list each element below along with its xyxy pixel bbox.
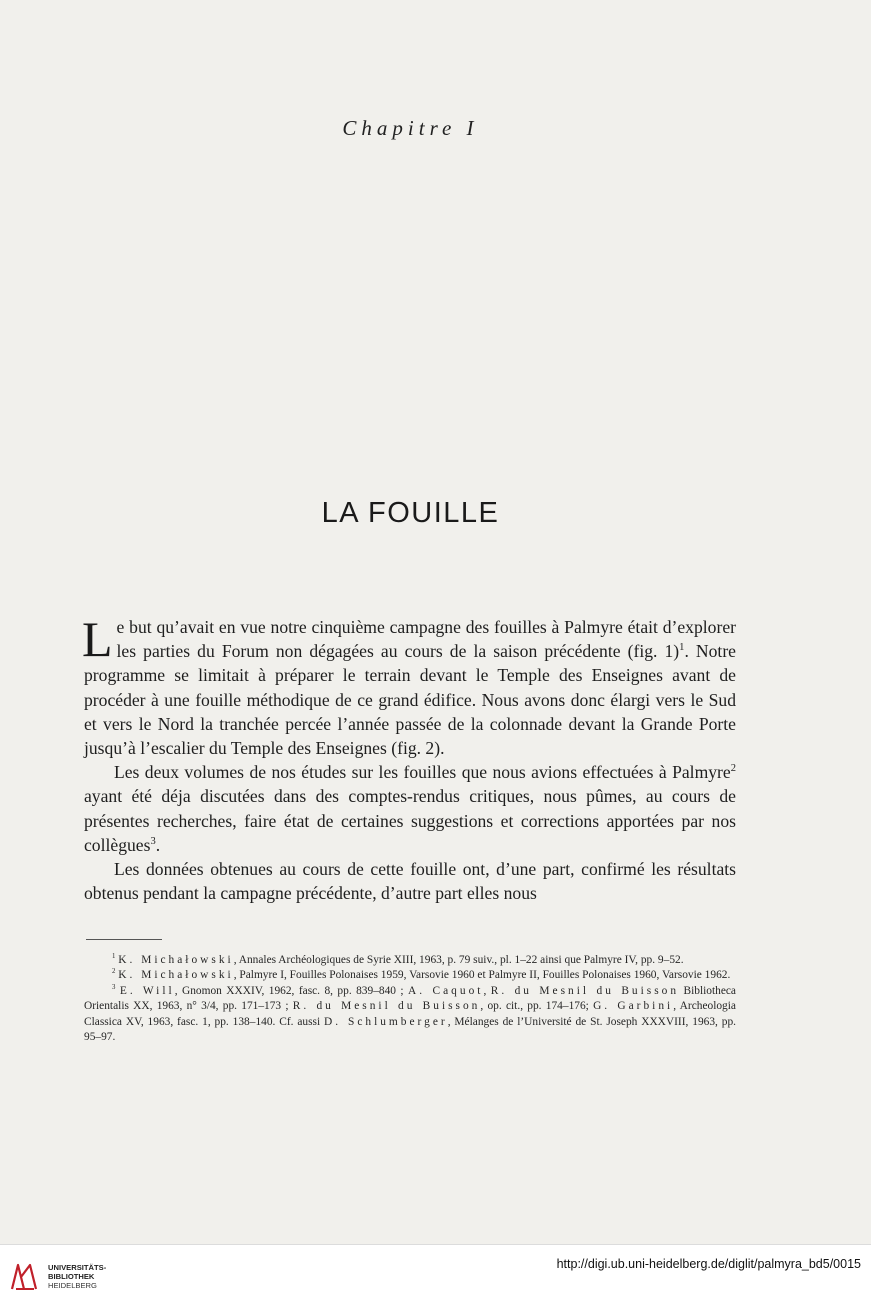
chapter-heading: Chapitre I (342, 116, 479, 140)
page-title: LA FOUILLE (321, 497, 500, 529)
library-line-3: HEIDELBERG (48, 1281, 97, 1290)
footnote-2-author: K. Michałowski (118, 969, 234, 982)
footnote-3-author-2: A. Caquot (408, 984, 484, 997)
footnote-3-text-1: , Gnomon XXXIV, 1962, fasc. 8, pp. 839–840 ; (174, 984, 409, 997)
viewer-footer (0, 1244, 871, 1307)
footnote-3-text-4: , op. cit., pp. 174–176; (480, 1000, 594, 1013)
footnote-1-author: K. Michałowski (118, 954, 234, 966)
permalink-url[interactable]: http://digi.ub.uni-heidelberg.de/diglit/palmyra_bd5/0015 (556, 1257, 861, 1271)
footnote-3-author-1: E. Will (119, 984, 175, 997)
paragraph-2-text-a: Les deux volumes de nos études sur les fouilles que nous avions effectuées à Palmyre (114, 762, 731, 783)
footnote-2 (84, 968, 736, 983)
footnote-3-text-6: , Mélanges de l’Université de St. Joseph XXXVIII, 1963, pp. 95–97. (84, 1015, 736, 1044)
footnote-ref-2: 2 (730, 763, 736, 775)
paragraph-3: Les données obtenues au cours de cette fouille ont, d’une part, confirmé les résultats obtenus pendant la campagne précédente, d’autre part elles nous (84, 859, 736, 904)
footnote-1-text: , Annales Archéologiques de Syrie XIII, 1963, p. 79 suiv., pl. 1–22 ainsi que Palmyre IV, pp. 9–52. (233, 954, 684, 966)
paragraph-2 (84, 760, 736, 857)
footnote-3-author-4: R. du Mesnil du Buisson (292, 1000, 481, 1013)
footnote-3-author-5: G. Garbini (593, 1000, 674, 1013)
footnotes (84, 953, 736, 1045)
footnote-rule (86, 939, 162, 940)
footnote-1 (84, 953, 736, 968)
footnote-3-author-3: R. du Mesnil du Buisson (490, 984, 680, 997)
footnote-3-author-6: D. Schlumberger (324, 1015, 448, 1028)
drop-cap: L (82, 611, 113, 667)
library-line-2: BIBLIOTHEK (48, 1272, 95, 1281)
paragraph-1 (82, 611, 736, 760)
footnote-ref-3: 3 (150, 835, 156, 847)
footnote-2-text: , Palmyre I, Fouilles Polonaises 1959, Varsovie 1960 et Palmyre II, Fouilles Polonaises 1960, Varsovie 1962. (233, 969, 731, 982)
footnote-3-text-5: , Archeologia Classica XV, 1963, fasc. 1, pp. 138–140. Cf. aussi (84, 1000, 736, 1028)
footnote-2-number: 2 (112, 968, 116, 976)
footnote-3-text-2: , (483, 984, 491, 997)
footnote-ref-1: 1 (679, 642, 685, 654)
footnote-3 (84, 984, 736, 1046)
paragraph-1-end: . Notre programme se limitait à préparer le terrain devant le Temple des Enseignes avant de procéder à une fouille méthodique de ce grand édifice. Nous avons donc élargi vers le Sud et vers le Nord la tranchée percée l’année passée de la colonnade devant la Grande Porte jusqu’à l’escalier du Temple des Enseignes (fig. 2). (84, 641, 736, 759)
heidelberg-library-logo-icon[interactable] (8, 1259, 42, 1293)
footnote-1-number: 1 (112, 953, 116, 961)
paragraph-1-text: e but qu’avait en vue notre cinquième campagne des fouilles à Palmyre était d’explorer les parties du Forum non dégagées au cours de la saison précédente (fig. 1) (116, 617, 736, 662)
footnote-3-number: 3 (112, 984, 116, 992)
footnote-3-text-3: Bibliotheca Orientalis XX, 1963, n° 3/4, pp. 171–173 ; (84, 984, 736, 1013)
paragraph-2-text-c: . (155, 834, 161, 855)
paragraph-2-text-b: ayant été déja discutées dans des comptes-rendus critiques, nous pûmes, au cours de présentes recherches, faire état de certaines suggestions et corrections apportées par nos collègues (84, 786, 736, 855)
body-text (82, 611, 736, 905)
library-name[interactable] (48, 1263, 106, 1290)
library-line-1: UNIVERSITÄTS- (48, 1263, 107, 1272)
